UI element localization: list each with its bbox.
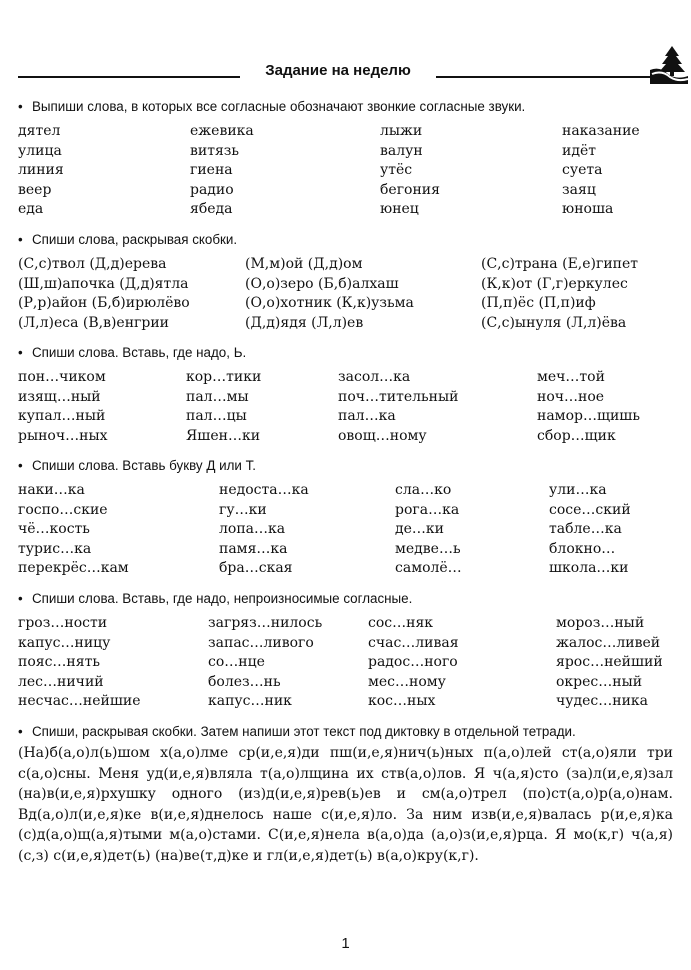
page-number: 1 [341, 935, 350, 952]
word: мес…ному [368, 673, 446, 690]
word: пал…ка [338, 408, 396, 424]
word: юноша [562, 201, 614, 217]
task-text [18, 343, 673, 362]
word: гроз…ности [18, 615, 108, 631]
word: жалос…ливей [556, 634, 661, 651]
word: школа…ки [549, 560, 629, 576]
bullet-icon: • [18, 99, 23, 114]
word: самолё… [395, 560, 462, 576]
word: юнец [380, 201, 419, 217]
word: дятел [18, 123, 61, 139]
word: турис…ка [18, 540, 92, 557]
word: запас…ливого [208, 634, 314, 651]
word: лопа…ка [219, 521, 286, 537]
word: утёс [380, 162, 413, 178]
word: загряз…нилось [208, 615, 323, 631]
word: купал…ный [18, 408, 106, 424]
word: (О,о)хотник (К,к)узьма [245, 295, 414, 311]
exercise-6 [18, 722, 673, 866]
word: (Ш,ш)апочка (Д,д)ятла [18, 275, 189, 292]
word-grid [18, 122, 673, 220]
word: засол…ка [338, 369, 411, 385]
word: рыноч…ных [18, 427, 108, 444]
word: валун [380, 142, 423, 159]
word: кор…тики [186, 369, 262, 385]
bullet-icon: • [18, 458, 23, 473]
word: несчас…нейшие [18, 693, 141, 709]
word: капус…ницу [18, 634, 111, 651]
word: де…ки [395, 521, 444, 537]
fir-tree-icon [650, 44, 688, 84]
word: гиена [190, 162, 233, 178]
task-instruction: Спиши, раскрывая скобки. Затем напиши этот текст под диктовку в отдельной тетради. [32, 724, 576, 739]
exercise-2 [18, 230, 673, 333]
word: медве…ь [395, 540, 461, 557]
word: госпо…ские [18, 501, 108, 518]
task-instruction: Спиши слова. Вставь, где надо, Ь. [32, 345, 247, 360]
word: ули…ка [549, 482, 607, 498]
exercise-4 [18, 456, 673, 579]
task-instruction: Выпиши слова, в которых все согласные обозначают звонкие согласные звуки. [32, 99, 526, 114]
word: улица [18, 142, 62, 159]
word-grid [18, 614, 673, 712]
word: изящ…ный [18, 388, 101, 405]
word: лес…ничий [18, 673, 104, 690]
word: поч…тительный [338, 388, 459, 405]
task-text [18, 456, 673, 475]
page-header [18, 60, 673, 84]
bullet-icon: • [18, 232, 23, 247]
word: (Л,л)еса (В,в)енгрии [18, 314, 169, 331]
task-text [18, 230, 673, 249]
word: лыжи [380, 123, 423, 139]
word: идёт [562, 142, 596, 159]
word: (Р,р)айон (Б,б)ирюлёво [18, 295, 190, 311]
word: гу…ки [219, 501, 267, 518]
word: Яшен…ки [186, 427, 261, 444]
word: (К,к)от (Г,г)еркулес [481, 275, 628, 292]
word: памя…ка [219, 540, 288, 557]
word: еда [18, 201, 44, 217]
word: чудес…ника [556, 693, 648, 709]
word: (М,м)ой (Д,д)ом [245, 256, 363, 272]
word: сбор…щик [537, 427, 616, 444]
word: ябеда [190, 201, 233, 217]
word: пал…цы [186, 408, 247, 424]
word: ежевика [190, 123, 254, 139]
word: линия [18, 162, 64, 178]
task-text [18, 589, 673, 608]
word: (О,о)зеро (Б,б)алхаш [245, 275, 399, 292]
word: болез…нь [208, 673, 281, 690]
dictation-text: (На)б(а,о)л(ь)шом х(а,о)лме ср(и,е,я)ди пш(и,е,я)нич(ь)ных п(а,о)лей ст(а,о)яли три с(а,о)сны. Меня уд(и,е,я)вляла т(а,о)лщина их ств(а,о)лов. Я ч(а,я)сто (за)л(и,е,я)зал (на)в(и,е,я)рхушку одного (из)д(и,е,я)рев(ь)ев и см(а,о)трел (по)ст(а,о)р(а,о)нам. Вд(а,о)л(и,е,я)ке в(и,е,я)днелось наше с(и,е,я)ло. За ним изв(и,е,я)валась р(и,е,я)ка (с)д(а,о)щ(а,я)тыми м(а,о)стами. С(и,е,я)нела в(а,о)да (а,о)з(и,е,я)рца. Я мо(к,г) ч(а,я)(с,з) с(и,е,я)дет(ь) (на)ве(т,д)ке и гл(и,е,я)дет(ь) в(а,о)кру(к,г). [18, 745, 673, 864]
word: перекрёс…кам [18, 560, 129, 576]
word: радос…ного [368, 654, 458, 670]
header-rule-right [436, 76, 656, 78]
word: (Д,д)ядя (Л,л)ев [245, 314, 364, 331]
bullet-icon: • [18, 591, 23, 606]
word: (С,с)трана (Е,е)гипет [481, 256, 639, 272]
word: (С,с)твол (Д,д)ерева [18, 256, 167, 272]
word: заяц [562, 181, 596, 198]
word-grid [18, 481, 673, 579]
word: бра…ская [219, 560, 293, 576]
word-grid [18, 255, 673, 333]
word: овощ…ному [338, 427, 427, 444]
word: наки…ка [18, 482, 85, 498]
page-title: Задание на неделю [265, 62, 411, 79]
word: витязь [190, 142, 240, 159]
word: меч…той [537, 369, 605, 385]
task-instruction: Спиши слова, раскрывая скобки. [32, 232, 238, 247]
word: капус…ник [208, 693, 292, 709]
bullet-icon: • [18, 345, 23, 360]
word: намор…щишь [537, 408, 640, 424]
header-rule-left [18, 76, 240, 78]
word: со…нце [208, 654, 265, 670]
word: недоста…ка [219, 482, 309, 498]
word: веер [18, 181, 52, 198]
word: сла…ко [395, 482, 452, 498]
exercise-3 [18, 343, 673, 446]
word: сос…няк [368, 615, 434, 631]
task-text [18, 722, 673, 741]
word: бегония [380, 181, 440, 198]
word: рога…ка [395, 501, 460, 518]
task-instruction: Спиши слова. Вставь, где надо, непроизносимые согласные. [32, 591, 413, 606]
word: пояс…нять [18, 654, 100, 670]
word: мороз…ный [556, 615, 645, 631]
word: окрес…ный [556, 673, 643, 690]
word: радио [190, 181, 234, 198]
task-instruction: Спиши слова. Вставь букву Д или Т. [32, 458, 257, 473]
exercise-1 [18, 97, 673, 220]
word: ноч…ное [537, 388, 605, 405]
word: ярос…нейший [556, 654, 663, 670]
word: (С,с)ынуля (Л,л)ёва [481, 314, 627, 331]
task-text [18, 97, 673, 116]
word: (П,п)ёс (П,п)иф [481, 295, 596, 311]
word-grid [18, 368, 673, 446]
exercise-5 [18, 589, 673, 712]
word: кос…ных [368, 693, 436, 709]
word: суета [562, 162, 603, 178]
word: чё…кость [18, 521, 90, 537]
word: сосе…ский [549, 501, 631, 518]
word: пон…чиком [18, 369, 106, 385]
bullet-icon: • [18, 724, 23, 739]
word: табле…ка [549, 521, 622, 537]
word: блокно… [549, 540, 616, 557]
word: наказание [562, 123, 640, 139]
word: счас…ливая [368, 634, 459, 651]
word: пал…мы [186, 388, 249, 405]
